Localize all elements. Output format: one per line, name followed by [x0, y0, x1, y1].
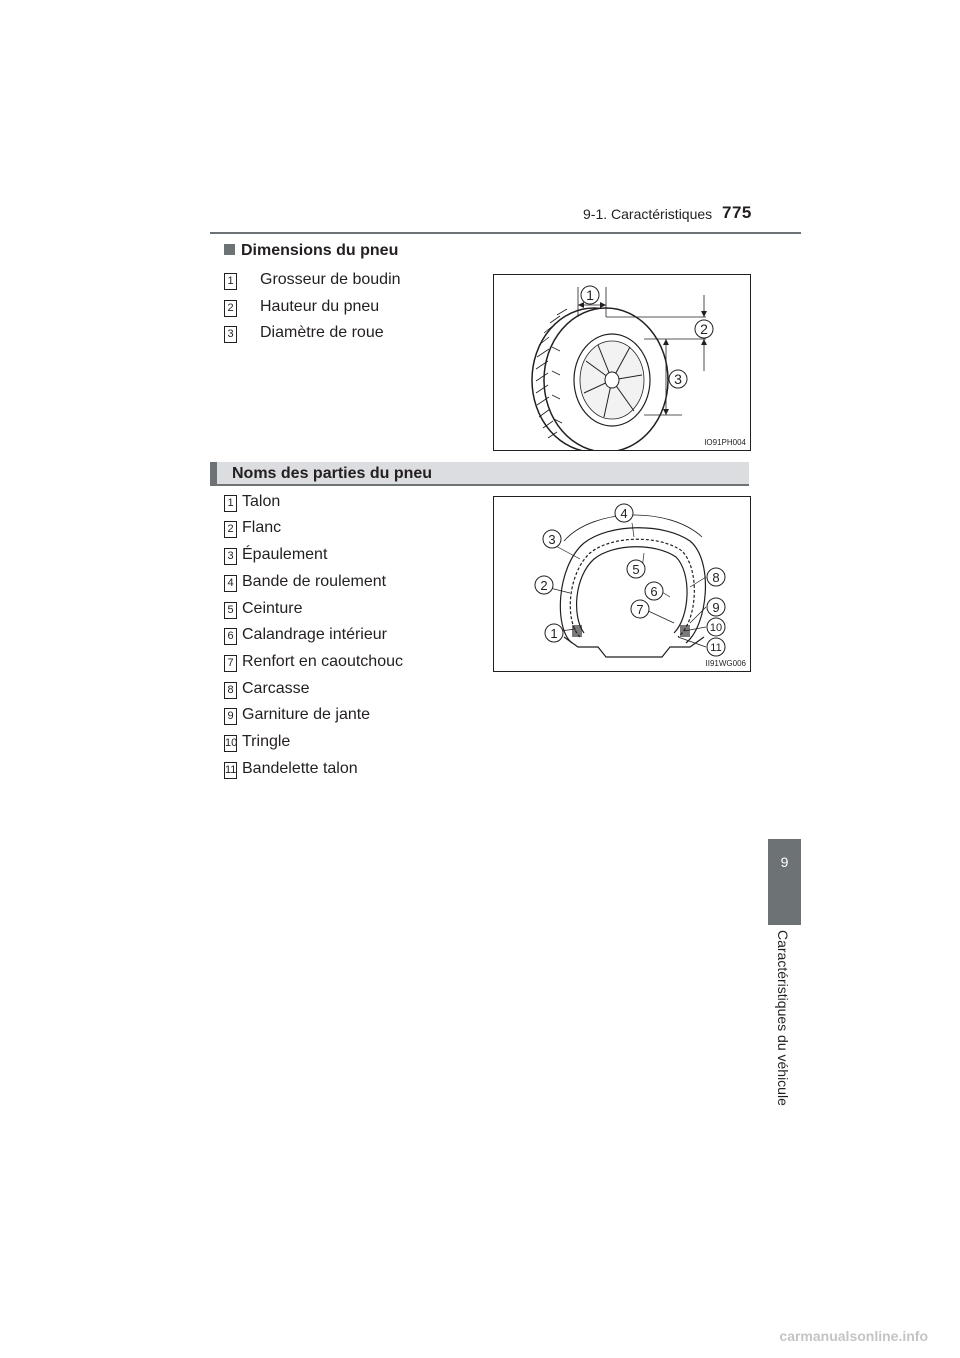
tire-parts-heading: Noms des parties du pneu: [232, 465, 433, 482]
item-number: 2: [224, 521, 237, 538]
item-label: Renfort en caoutchouc: [242, 653, 403, 670]
item-number: 11: [224, 762, 237, 779]
callout-9: 9: [712, 600, 720, 615]
header-divider: [210, 232, 801, 234]
callout-2: 2: [700, 321, 708, 337]
item-number: 3: [224, 326, 237, 343]
figure-code: IO91PH004: [704, 438, 746, 447]
item-label: Flanc: [242, 519, 282, 536]
callout-5: 5: [632, 562, 640, 577]
item-label: Bandelette talon: [242, 760, 358, 777]
chapter-label: Caractéristiques du véhicule: [775, 930, 791, 1106]
callout-3: 3: [674, 371, 682, 387]
item-label: Diamètre de roue: [260, 324, 384, 341]
dimensions-heading: [224, 242, 398, 260]
item-number: 1: [224, 495, 237, 512]
callout-8: 8: [712, 570, 720, 585]
item-number: 2: [224, 300, 237, 317]
callout-2: 2: [540, 578, 548, 593]
callout-1: 1: [586, 287, 594, 303]
footer-watermark[interactable]: carmanualsonline.info: [779, 1328, 928, 1344]
item-number: 6: [224, 628, 237, 645]
item-number: 4: [224, 575, 237, 592]
item-label: Carcasse: [242, 680, 310, 697]
callout-1: 1: [550, 626, 558, 641]
tire-dimensions-figure: [493, 274, 751, 451]
chapter-tab[interactable]: 9: [768, 839, 801, 925]
item-label: Épaulement: [242, 546, 328, 563]
dimensions-heading-text: Dimensions du pneu: [241, 242, 399, 259]
section-heading-band: [210, 462, 749, 486]
item-number: 9: [224, 708, 237, 725]
item-label: Ceinture: [242, 600, 303, 617]
callout-6: 6: [650, 584, 658, 599]
callout-4: 4: [620, 506, 628, 521]
section-title: 9-1. Caractéristiques: [583, 206, 713, 222]
callout-3: 3: [548, 532, 556, 547]
item-label: Garniture de jante: [242, 706, 371, 723]
item-label: Talon: [242, 493, 281, 510]
callout-10: 10: [709, 622, 723, 634]
item-number: 10: [224, 735, 237, 752]
item-number: 1: [224, 273, 237, 290]
bullet-square-icon: [224, 244, 235, 255]
page-number: 775: [722, 203, 752, 222]
item-label: Calandrage intérieur: [242, 626, 387, 643]
figure-code: II91WG006: [705, 659, 746, 668]
tire-cross-section-illustration: [494, 497, 750, 671]
tire-wheel-illustration: [494, 275, 750, 450]
item-number: 5: [224, 602, 237, 619]
item-number: 8: [224, 682, 237, 699]
item-number: 7: [224, 655, 237, 672]
item-label: Grosseur de boudin: [260, 271, 401, 288]
callout-7: 7: [636, 602, 644, 617]
item-label: Tringle: [242, 733, 291, 750]
tire-parts-figure: [493, 496, 751, 672]
item-label: Bande de roulement: [242, 573, 387, 590]
item-number: 3: [224, 548, 237, 565]
item-label: Hauteur du pneu: [260, 298, 380, 315]
callout-11: 11: [710, 642, 722, 654]
